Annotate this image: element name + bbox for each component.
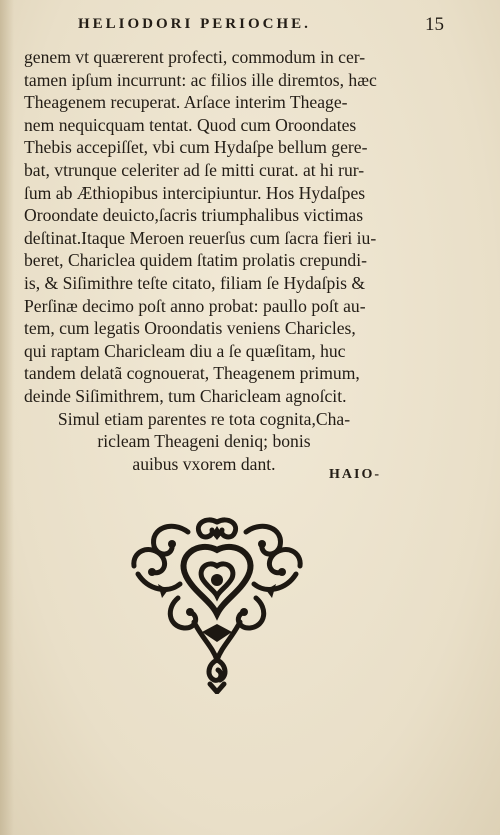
text-line: bat, vtrunque celeriter ad ſe mitti curat. at hi rur-	[24, 159, 365, 180]
text-line: nem nequicquam tentat. Quod cum Oroondates	[24, 114, 357, 135]
text-line: genem vt quærerent profecti, commodum in cer-	[24, 47, 366, 67]
text-line: is, & Siſimithre teſte citato, filiam ſe Hydaſpis &	[24, 272, 366, 293]
text-line: tamen ipſum incurrunt: ac filios ille diremtos, hæc	[24, 69, 377, 90]
text-line: tandem delatã cognouerat, Theagenem primum,	[24, 363, 360, 384]
text-line: Thebis accepiſſet, vbi cum Hydaſpe bellum gere-	[24, 137, 368, 158]
text-line: Oroondate deuicto,ſacris triumphalibus victimas	[24, 205, 364, 226]
text-line: qui raptam Charicleam diu a ſe quæſitam, huc	[24, 340, 346, 361]
text-line: Theagenem recuperat. Arſace interim Theage-	[24, 92, 348, 113]
text-line: ſum ab Æthiopibus intercipiuntur. Hos Hydaſpes	[24, 182, 366, 203]
catchword: HAIO-	[329, 467, 381, 482]
page-number: 15	[425, 14, 444, 35]
printers-ornament	[128, 514, 306, 694]
running-title: HELIODORI PERIOCHE.	[78, 16, 311, 32]
text-line: deinde Siſimithrem, tum Charicleam agnoſcit.	[24, 385, 347, 406]
page-gutter-shadow	[0, 0, 14, 835]
body-text	[24, 46, 404, 475]
text-line: Perſinæ decimo poſt anno probat: paullo poſt au-	[24, 295, 366, 316]
text-line: beret, Chariclea quidem ſtatim prolatis crepundi-	[24, 250, 367, 271]
text-line: ricleam Theageni deniq; bonis	[97, 431, 311, 452]
text-line: Simul etiam parentes re tota cognita,Cha-	[57, 408, 351, 429]
text-line: auibus vxorem dant.	[132, 453, 276, 474]
text-line: deſtinat.Itaque Meroen reuerſus cum ſacra fieri iu-	[24, 227, 377, 248]
text-line: tem, cum legatis Oroondatis veniens Charicles,	[24, 318, 356, 339]
